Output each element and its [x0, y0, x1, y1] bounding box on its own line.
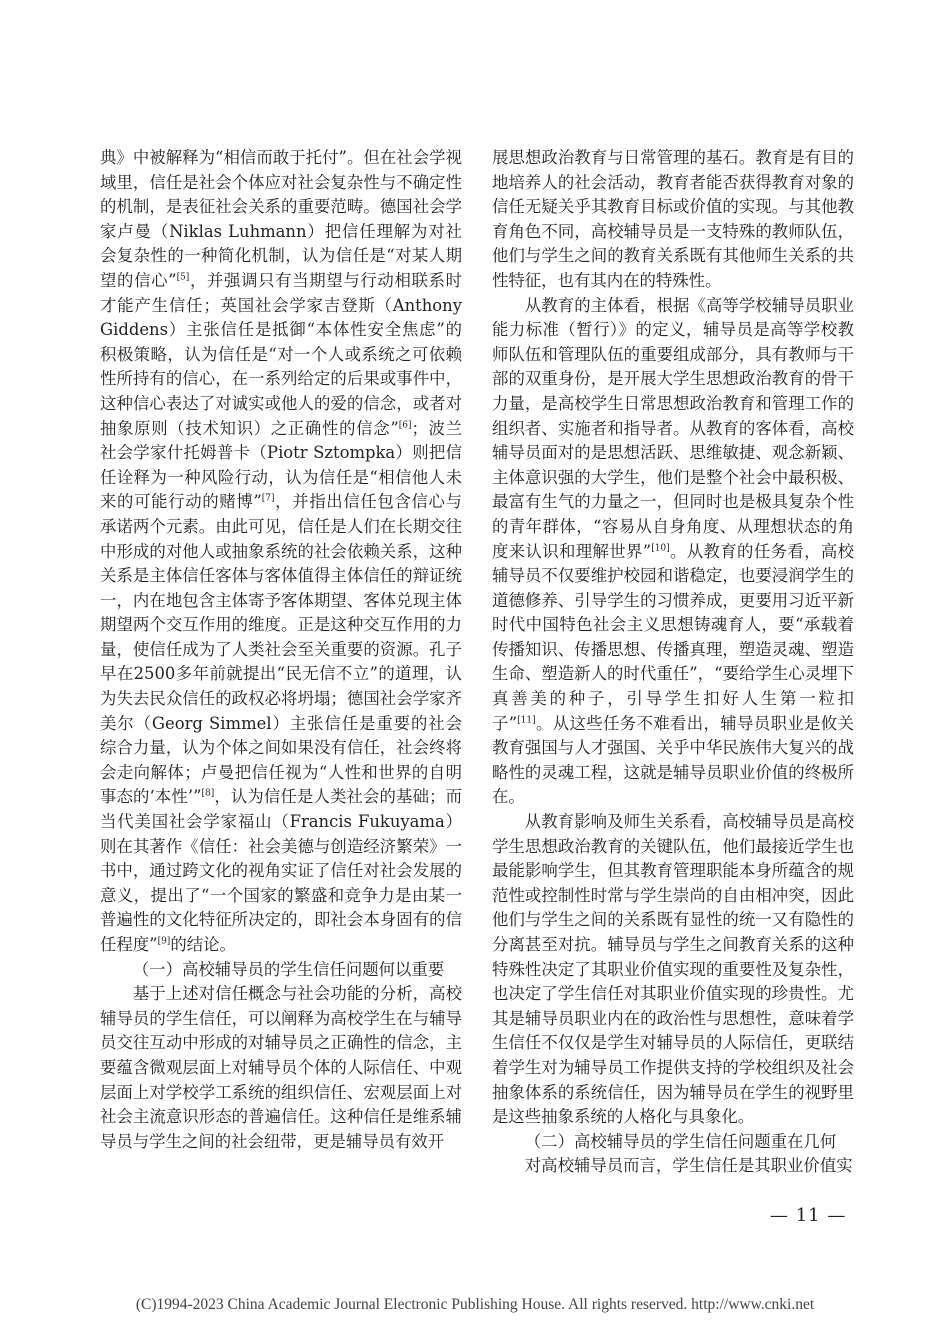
body-paragraph: 典》中被解释为“相信而敢于托付”。但在社会学视域里，信任是社会个体应对社会复杂性与不确定性的机制，是表征社会关系的重要范畴。德国社会学家卢曼（Niklas Luhmann）把信任理解为对社会复杂性的一种简化机制，认为信任是“对某人期望的信心”[5]，并强调只有当期望与行动相联系时才能产生信任；英国社会学家吉登斯（Anthony Giddens）主张信任是抵御“本体性安全焦虑”的积极策略，认为信任是“对一个人或系统之可依赖性所持有的信心，在一系列给定的后果或事件中，这种信心表达了对诚实或他人的爱的信念，或者对抽象原则（技术知识）之正确性的信念”[6]；波兰社会学家什托姆普卡（Piotr Sztompka）则把信任诠释为一种风险行动，认为信任是“相信他人未来的可能行动的赌博”[7]，并指出信任包含信心与承诺两个元素。由此可见，信任是人们在长期交往中形成的对他人或抽象系统的社会依赖关系，这种关系是主体信任客体与客体值得主体信任的辩证统一，内在地包含主体寄予客体期望、客体兑现主体期望两个交互作用的维度。正是这种交互作用的力量，使信任成为了人类社会至关重要的资源。孔子早在2500多年前就提出“民无信不立”的道理，认为失去民众信任的政权必将坍塌；德国社会学家齐美尔（Georg Simmel）主张信任是重要的社会综合力量，认为个体之间如果没有信任，社会终将会走向解体；卢曼把信任视为“人性和世界的自明事态的‘本性’”[8]，认为信任是人类社会的基础；而当代美国社会学家福山（Francis Fukuyama）则在其著作《信任：社会美德与创造经济繁荣》一书中，通过跨文化的视角实证了信任对社会发展的意义，提出了“一个国家的繁盛和竞争力是由某一普遍性的文化特征所决定的，即社会本身固有的信任程度”[9]的结论。 [100, 148, 462, 954]
citation-ref: [7] [261, 493, 275, 504]
body-paragraph: 基于上述对信任概念与社会功能的分析，高校辅导员的学生信任，可以阐释为高校学生在与辅导员交往互动中形成的对辅导员之正确性的信念，主要蕴含微观层面上对辅导员个体的人际信任、中观层面上对学校学工系统的组织信任、宏观层面上对社会主流意识形态的普遍信任。这种信任是维系辅导员与学生之间的社会纽带，更是辅导员有效开 [100, 984, 462, 1151]
body-paragraph: 从教育影响及师生关系看，高校辅导员是高校学生思想政治教育的关键队伍，他们最接近学生也最能影响学生，但其教育管理职能本身所蕴含的规范性或控制性时常与学生崇尚的自由相冲突，因此他们与学生之间的关系既有显性的统一又有隐性的分离甚至对抗。辅导员与学生之间教育关系的这种特殊性决定了其职业价值实现的重要性及复杂性，也决定了学生信任对其职业价值实现的珍贵性。尤其是辅导员职业内在的政治性与思想性，意味着学生信任不仅仅是学生对辅导员的人际信任，更联结着学生对为辅导员工作提供支持的学校组织及社会抽象体系的系统信任，因为辅导员在学生的视野里是这些抽象系统的人格化与具象化。 [492, 812, 854, 1127]
citation-ref: [11] [517, 715, 536, 726]
section-heading: （二）高校辅导员的学生信任问题重在几何 [524, 1131, 837, 1151]
right-column [492, 146, 854, 1179]
citation-ref: [6] [398, 420, 412, 431]
citation-ref: [5] [176, 272, 190, 283]
body-paragraph: 展思想政治教育与日常管理的基石。教育是有目的地培养人的社会活动，教育者能否获得教育对象的信任无疑关乎其教育目标或价值的实现。与其他教育角色不同，高校辅导员是一支特殊的教师队伍，他们与学生之间的教育关系既有其他师生关系的共性特征，也有其内在的特殊性。 [492, 148, 854, 290]
section-heading: （一）高校辅导员的学生信任问题何以重要 [132, 959, 445, 979]
citation-ref: [9] [157, 936, 171, 947]
citation-ref: [8] [201, 788, 215, 799]
copyright-footer: (C)1994-2023 China Academic Journal Electronic Publishing House. All rights reserved. http://www.cnki.net [135, 1296, 815, 1313]
page-number: — 11 — [770, 1205, 847, 1226]
body-paragraph: 对高校辅导员而言，学生信任是其职业价值实 [524, 1156, 853, 1176]
body-paragraph: 从教育的主体看，根据《高等学校辅导员职业能力标准（暂行）》的定义，辅导员是高等学校教师队伍和管理队伍的重要组成部分，具有教师与干部的双重身份，是开展大学生思想政治教育的骨干力量，是高校学生日常思想政治教育和管理工作的组织者、实施者和指导者。从教育的客体看，高校辅导员面对的是思想活跃、思维敏捷、观念新颖、主体意识强的大学生，他们是整个社会中最积极、最富有生气的力量之一，但同时也是极具复杂个性的青年群体，“容易从自身角度、从理想状态的角度来认识和理解世界”[10]。从教育的任务看，高校辅导员不仅要维护校园和谐稳定，也要浸润学生的道德修养、引导学生的习惯养成，更要用习近平新时代中国特色社会主义思想铸魂育人，要“承载着传播知识、传播思想、传播真理，塑造灵魂、塑造生命、塑造新人的时代重任”，“要给学生心灵埋下真善美的种子，引导学生扣好人生第一粒扣子”[11]。从这些任务不难看出，辅导员职业是攸关教育强国与人才强国、关乎中华民族伟大复兴的战略性的灵魂工程，这就是辅导员职业价值的终极所在。 [492, 295, 854, 807]
citation-ref: [10] [651, 543, 670, 554]
left-column [100, 146, 462, 1154]
